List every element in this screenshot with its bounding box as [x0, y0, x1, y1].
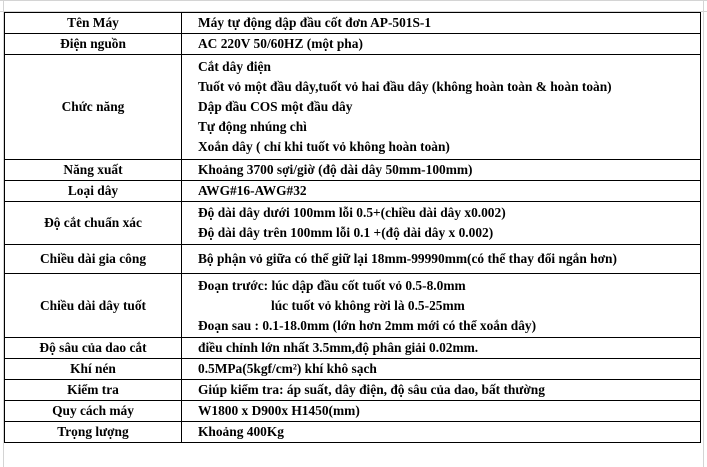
value-line: Khoảng 3700 sợi/giờ (độ dài dây 50mm-100mm) — [198, 162, 473, 177]
value-line: Đoạn trước: lúc dập đầu cốt tuốt vỏ 0.5-8.0mm — [198, 277, 466, 293]
value-line: Bộ phận vỏ giữa có thể giữ lại 18mm-99990mm(có thể thay đổi ngắn hơn) — [198, 251, 617, 266]
table-row — [5, 401, 701, 422]
table-row — [5, 13, 701, 34]
value-line: Dập đầu COS một đầu dây — [198, 99, 353, 114]
row-value[interactable] — [182, 380, 701, 401]
row-value[interactable] — [182, 202, 701, 245]
row-value[interactable] — [182, 359, 701, 380]
table-row — [5, 359, 701, 380]
spec-table — [4, 12, 701, 443]
value-line: Tự động nhúng chì — [198, 119, 307, 134]
table-row — [5, 34, 701, 55]
row-label[interactable]: Chiều dài gia công — [5, 245, 182, 274]
value-line: Khoảng 400Kg — [198, 424, 284, 439]
row-value[interactable] — [182, 160, 701, 181]
table-row — [5, 55, 701, 160]
row-label[interactable]: Năng xuất — [5, 160, 182, 181]
row-label[interactable]: Độ cắt chuẩn xác — [5, 202, 182, 245]
row-value[interactable] — [182, 338, 701, 359]
row-label[interactable]: Điện nguồn — [5, 34, 182, 55]
value-line: Tuốt vỏ một đầu dây,tuốt vỏ hai đầu dây (không hoàn toàn & hoàn toàn) — [198, 79, 612, 94]
value-line: Đoạn sau : 0.1-18.0mm (lớn hơn 2mm mới có thể xoắn dây) — [198, 317, 537, 333]
value-line: Giúp kiểm tra: áp suất, dây điện, độ sâu của dao, bất thường — [198, 382, 545, 397]
row-value[interactable] — [182, 274, 701, 338]
table-row — [5, 160, 701, 181]
row-label[interactable]: Quy cách máy — [5, 401, 182, 422]
value-line: AWG#16-AWG#32 — [198, 183, 307, 198]
value-line: W1800 x D900x H1450(mm) — [198, 403, 360, 418]
value-line: 0.5MPa(5kgf/cm²) khí khô sạch — [198, 361, 377, 376]
value-line: điều chỉnh lớn nhất 3.5mm,độ phân giải 0.02mm. — [198, 340, 479, 355]
table-row — [5, 338, 701, 359]
row-label[interactable]: Kiểm tra — [5, 380, 182, 401]
value-line: Máy tự động dập đầu cốt đơn AP-501S-1 — [198, 15, 432, 30]
row-label[interactable]: Trọng lượng — [5, 422, 182, 443]
row-value[interactable] — [182, 181, 701, 202]
row-value[interactable] — [182, 55, 701, 160]
table-row — [5, 202, 701, 245]
value-line: lúc tuốt vỏ không rời là 0.5-25mm — [271, 297, 465, 313]
row-value[interactable] — [182, 13, 701, 34]
table-row — [5, 422, 701, 443]
table-row — [5, 245, 701, 274]
row-label[interactable]: Loại dây — [5, 181, 182, 202]
row-value[interactable] — [182, 245, 701, 274]
table-row — [5, 274, 701, 338]
row-value[interactable] — [182, 34, 701, 55]
row-label[interactable]: Chức năng — [5, 55, 182, 160]
value-line: Cắt dây điện — [198, 59, 271, 74]
gridline — [0, 0, 707, 1]
table-row — [5, 181, 701, 202]
table-row — [5, 380, 701, 401]
value-line: Xoắn dây ( chỉ khi tuốt vỏ không hoàn toàn) — [198, 139, 450, 154]
value-line: Độ dài dây trên 100mm lỗi 0.1 +(độ dài dây x 0.002) — [198, 225, 494, 240]
row-label[interactable]: Chiều dài dây tuốt — [5, 274, 182, 338]
value-line: AC 220V 50/60HZ (một pha) — [198, 36, 363, 51]
value-line: Độ dài dây dưới 100mm lỗi 0.5+(chiều dài dây x0.002) — [198, 205, 506, 220]
row-label[interactable]: Tên Máy — [5, 13, 182, 34]
row-value[interactable] — [182, 422, 701, 443]
gridline — [703, 0, 704, 467]
row-label[interactable]: Độ sâu của dao cắt — [5, 338, 182, 359]
row-value[interactable] — [182, 401, 701, 422]
row-label[interactable]: Khí nén — [5, 359, 182, 380]
